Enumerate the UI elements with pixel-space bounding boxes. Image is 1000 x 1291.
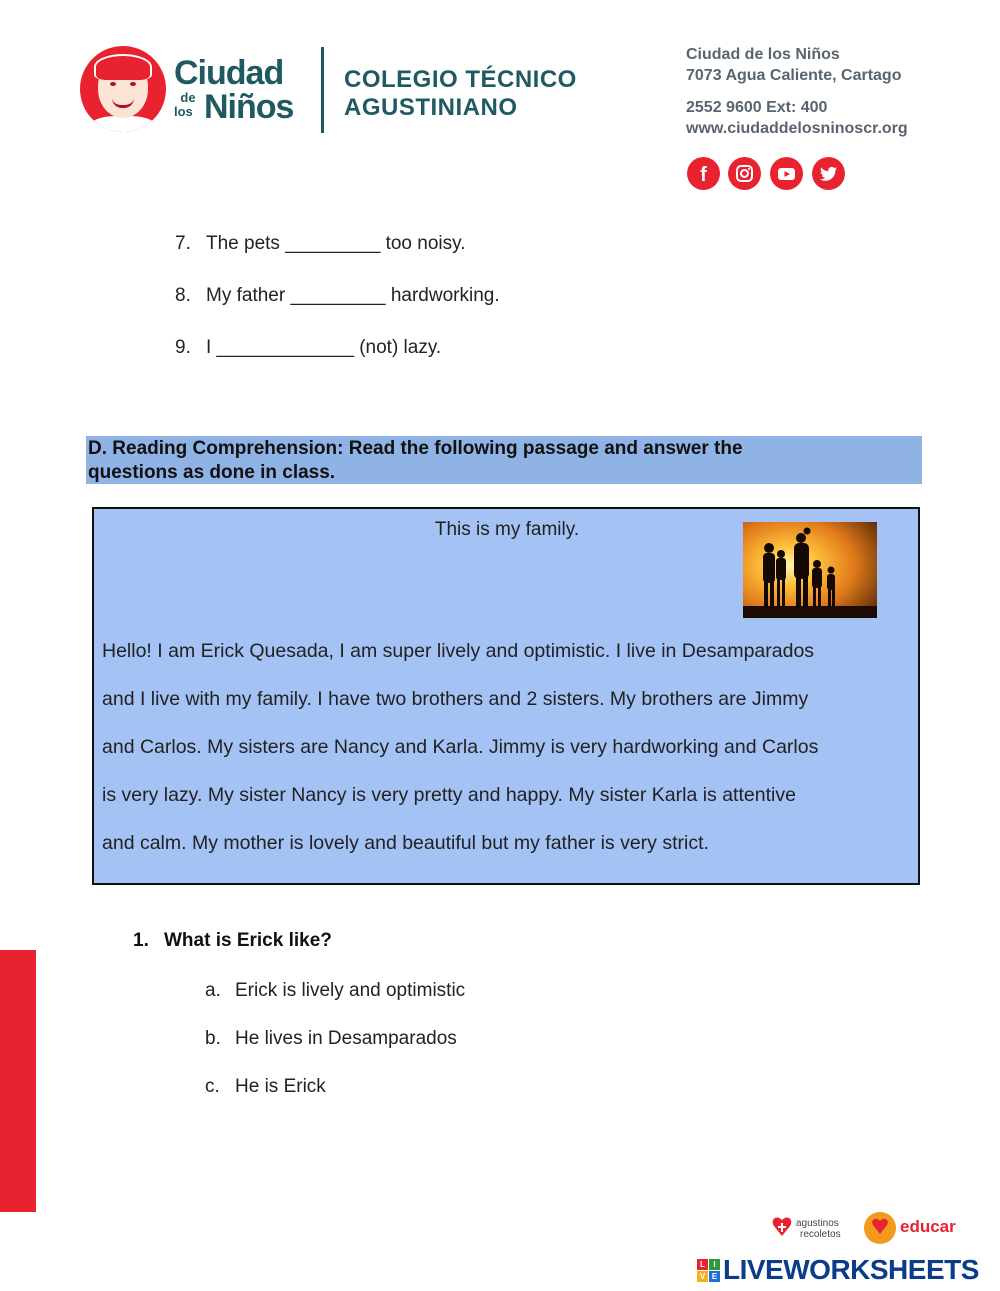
school-name-line2: AGUSTINIANO bbox=[344, 94, 518, 121]
passage-line: and Carlos. My sisters are Nancy and Karla. Jimmy is very hardworking and Carlos bbox=[102, 736, 819, 758]
passage-line: and I live with my family. I have two brothers and 2 sisters. My brothers are Jimmy bbox=[102, 688, 809, 710]
option-letter: a. bbox=[205, 980, 221, 1001]
instagram-icon[interactable] bbox=[728, 157, 761, 190]
side-accent-bar bbox=[0, 950, 36, 1212]
svg-text:f: f bbox=[700, 164, 707, 186]
passage-title: This is my family. bbox=[434, 519, 580, 540]
contact-website[interactable]: www.ciudaddelosninoscr.org bbox=[686, 120, 908, 137]
exercise-item-9 bbox=[175, 337, 441, 359]
boy-face-logo-icon bbox=[80, 46, 166, 132]
option-text: He lives in Desamparados bbox=[235, 1028, 457, 1049]
twitter-icon[interactable] bbox=[812, 157, 845, 190]
answer-option-a[interactable] bbox=[205, 980, 465, 1002]
brand-name-de: de bbox=[180, 90, 196, 105]
passage-body bbox=[102, 627, 914, 867]
passage-line: and calm. My mother is lovely and beautiful but my father is very strict. bbox=[102, 832, 709, 854]
svg-text:agustinos: agustinos bbox=[796, 1218, 839, 1229]
educar-logo bbox=[862, 1210, 958, 1246]
answer-option-b[interactable] bbox=[205, 1028, 457, 1050]
section-heading-line1: D. Reading Comprehension: Read the following passage and answer the bbox=[88, 438, 743, 459]
liveworksheets-wordmark: LIVEWORKSHEETS bbox=[723, 1254, 979, 1285]
exercise-item-8 bbox=[175, 285, 500, 307]
exercise-text: The pets _________ too noisy. bbox=[206, 233, 466, 254]
svg-text:recoletos: recoletos bbox=[800, 1229, 841, 1240]
family-silhouette-photo bbox=[743, 522, 877, 618]
passage-line: Hello! I am Erick Quesada, I am super lively and optimistic. I live in Desamparados bbox=[102, 640, 815, 662]
question-number: 1. bbox=[133, 930, 149, 951]
exercise-text: My father _________ hardworking. bbox=[206, 285, 500, 306]
question-text: What is Erick like? bbox=[164, 930, 332, 951]
contact-phone: 2552 9600 Ext: 400 bbox=[686, 99, 828, 116]
exercise-text: I _____________ (not) lazy. bbox=[206, 337, 442, 358]
facebook-icon[interactable] bbox=[687, 157, 720, 190]
youtube-icon[interactable] bbox=[770, 157, 803, 190]
passage-line: is very lazy. My sister Nancy is very pretty and happy. My sister Karla is attentive bbox=[102, 784, 796, 806]
question-1 bbox=[133, 930, 332, 952]
exercise-item-7 bbox=[175, 233, 466, 255]
option-text: Erick is lively and optimistic bbox=[235, 980, 466, 1001]
option-letter: b. bbox=[205, 1028, 221, 1049]
section-heading bbox=[86, 436, 922, 484]
reading-passage-box bbox=[92, 507, 920, 885]
answer-option-c[interactable] bbox=[205, 1076, 326, 1098]
liveworksheets-logo-icon: L I V E bbox=[697, 1259, 720, 1282]
section-heading-line2: questions as done in class. bbox=[88, 462, 336, 483]
option-text: He is Erick bbox=[235, 1076, 326, 1097]
liveworksheets-brand bbox=[697, 1254, 979, 1286]
exercise-number: 8. bbox=[175, 285, 191, 306]
header-divider bbox=[321, 47, 324, 133]
brand-name-ninos: Niños bbox=[204, 88, 294, 126]
brand-name-ciudad: Ciudad bbox=[174, 54, 284, 92]
exercise-number: 9. bbox=[175, 337, 191, 358]
school-name-line1: COLEGIO TÉCNICO bbox=[344, 66, 577, 93]
exercise-number: 7. bbox=[175, 233, 191, 254]
brand-name-los: los bbox=[174, 104, 193, 119]
svg-text:educar: educar bbox=[900, 1217, 956, 1236]
contact-name: Ciudad de los Niños bbox=[686, 46, 840, 63]
contact-address: 7073 Agua Caliente, Cartago bbox=[686, 67, 902, 84]
option-letter: c. bbox=[205, 1076, 220, 1097]
agustinos-recoletos-logo bbox=[770, 1212, 860, 1244]
